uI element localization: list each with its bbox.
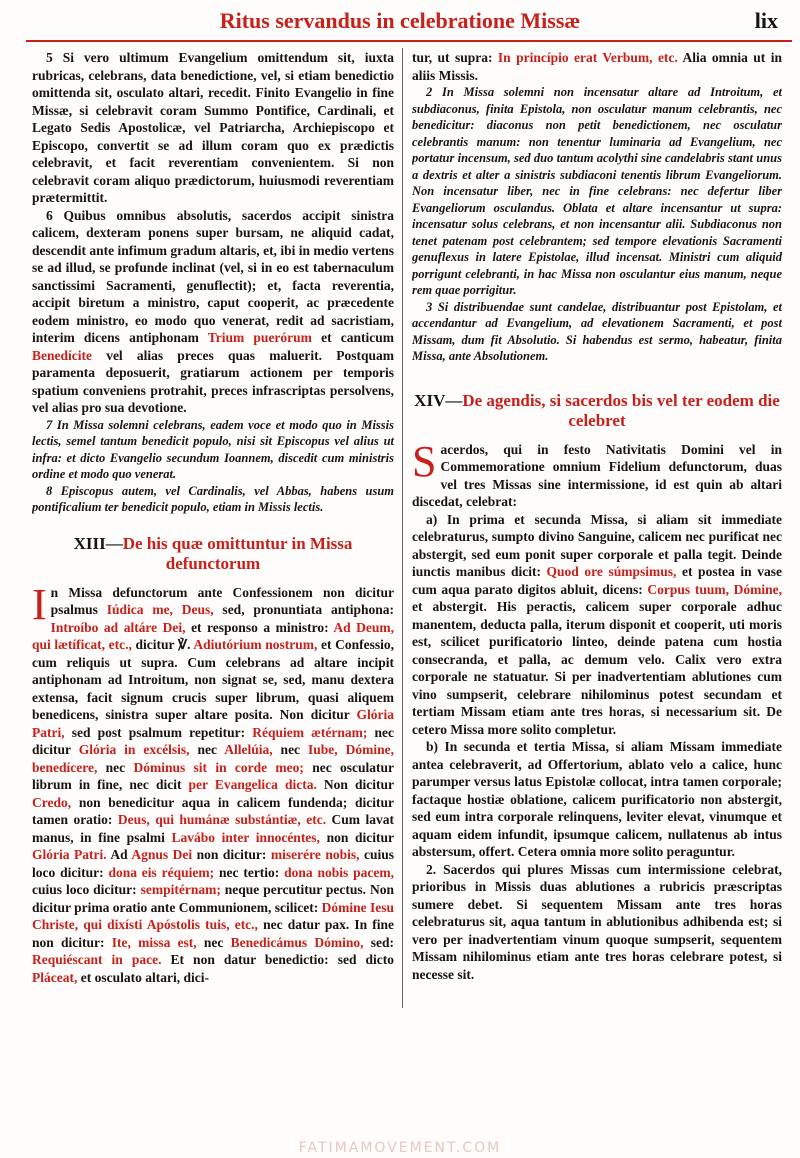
drop-cap: I <box>32 579 47 629</box>
section-heading-xiv <box>412 391 782 431</box>
paragraph-a: a) In prima et secunda Missa, si aliam sit immediate celebraturus, sumpto divino Sanguine, calicem nec purificat nec abstergit, sed eum ponit super corporale et palla tegit. Deinde iunctis manibus dicit: Quod ore súmpsimus, et postea in vase cum aqua parato digitos abluit, dicens: Corpus tuum, Dómine, et abstergit. His peractis, calicem super corporale adhuc manentem, deducta palla, iterum disponit et cooperit, uti moris est, scilicet purificatorio linteo, deinde patena cum hostia consecranda, et palla, ac demum velo. Calix vero extra corporale ne statuatur. Si per inadvertentiam ablutiones cum vino sumpserit, celebrare nihilominus potest secundam et tertiam Missam etiam ante tres horas, si necessarium sit. De cetero Missa more solito completur. <box>412 511 782 737</box>
paragraph-5: 5 Si vero ultimum Evangelium omittendum sit, iuxta rubricas, celebrans, data benedictione, vel, si etiam benedictio omittenda sit, osculato altari, recedit. Finito Evangelio in fine Missæ, si celebravit coram Summo Pontifice, Cardinali, et Legato Sedis Apostolicæ, vel Patriarcha, Archiepiscopo et Episcopo, convertit se ad illum coram quo ex prædictis celebravit, et facit reverentiam convenientem. Si non celebravit coram aliquo prædictorum, huiusmodi reverentiam prætermittit. <box>32 50 394 205</box>
note-7: 7 In Missa solemni celebrans, eadem voce et modo quo in Missis lectis, semel tantum benedicit populo, nisi sit Episcopus vel alius ut infra: et dicto Evangelio secundum Ioannem, discedit cum ministris ordine et modo quo venerat. <box>32 417 394 481</box>
paragraph-sacerdos: Sacerdos, qui in festo Nativitatis Domini vel in Commemoratione omnium Fidelium defunctorum, duas vel tres Missas sine intermissione, id est quin ab altari discedat, celebrat: <box>412 436 782 509</box>
running-title: Ritus servandus in celebratione Missæ <box>219 8 581 33</box>
left-column <box>32 49 394 1089</box>
paragraph-b: b) In secunda et tertia Missa, si aliam Missam immediate antea celebraverit, ad Offertorium, ablato velo a calice, hunc parumper versus latus Epistolæ collocat, intra tamen corporale; factaque hostiæ oblatione, calicem purificatorio non abstergit, sed eum intra corporale relinquens, leviter elevat, vinumque et aquam eidem infundit, ipsumque calicem, nullatenus ab intus abstersum, offert. Cetera omnia more solito peraguntur. <box>412 739 782 859</box>
watermark: FATIMAMOVEMENT.COM <box>298 1140 502 1156</box>
section-number: XIV— <box>414 390 463 410</box>
section-heading-xiii <box>32 534 394 574</box>
section-title: De agendis, si sacerdos bis vel ter eodem die celebret <box>462 390 780 430</box>
note-8: 8 Episcopus autem, vel Cardinalis, vel Abbas, habens usum pontificalium ter benedicit populo, etiam in Missis lectis. <box>32 483 394 514</box>
section-title: De his quæ omittuntur in Missa defunctorum <box>122 533 353 573</box>
drop-cap: S <box>412 436 437 486</box>
column-divider <box>402 48 403 1008</box>
paragraph-defunctorum: In Missa defunctorum ante Confessionem non dicitur psalmus Iúdica me, Deus, sed, pronuntiata antiphona: Introíbo ad altáre Dei, et responso a ministro: Ad Deum, qui lætíficat, etc., dicitur ℣. Adiutórium nostrum, et Confessio, cum reliquis ut supra. Cum celebrans ad altare incipit antiphonam ad Introitum, non signat se, sed, manu dextera extensa, facit signum crucis super librum, quasi aliquem benedicens, sinistra super altare posita. Non dicitur Glória Patri, sed post psalmum repetitur: Réquiem ætérnam; nec dicitur Glória in excélsis, nec Allelúia, nec Iube, Dómine, benedícere, nec Dóminus sit in corde meo; nec osculatur librum in fine, nec dicit per Evangelica dicta. Non dicitur Credo, non benedicitur aqua in calicem fundenda; dicitur tamen oratio: Deus, qui humánæ substántiæ, etc. Cum lavat manus, in fine psalmi Lavábo inter innocéntes, non dicitur Glória Patri. Ad Agnus Dei non dicitur: miserére nobis, cuius loco dicitur: dona eis réquiem; nec tertio: dona nobis pacem, cuius loco dicitur: sempitérnam; neque percutitur pectus. Non dicitur prima oratio ante Communionem, scilicet: Dómine Iesu Christe, qui dixísti Apóstolis tuis, etc., nec datur pax. In fine non dicitur: Ite, missa est, nec Benedicámus Dómino, sed: Requiéscant in pace. Et non datur benedictio: sed dicto Pláceat, et osculato altari, dici- <box>32 579 394 985</box>
page-number: lix <box>754 8 778 33</box>
paragraph-continuation: tur, ut supra: In princípio erat Verbum, etc. Alia omnia ut in aliis Missis. <box>412 50 782 83</box>
note-2: 2 In Missa solemni non incensatur altare ad Introitum, et subdiaconus, finita Epistola, non osculatur manum celebrantis, nec benedicitur: diaconus non petit benedictionem, nec osculatur celebrantis manum: non tenentur luminaria ad Evangelium, nec portatur incensum, sed duo tantum acolythi sine candelabris stant unus a dextris et alter a sinistris subdiaconi tenentis librum Evangeliorum. Non incensatur liber, nec in fine celebrans: nec defertur liber Evangeliorum osculandus. Oblata et altare incensantur ut supra: incensatur solus celebrans, et non incensantur alii. Subdiaconus non tenet patenam post celebrantem; sed tempore elevationis Sacramenti genuflexus in latere Epistolae, illud incensat. Ministri cum aliquid porrigunt celebranti, in hac Missa non osculantur eius manum, neque rem quae porrigitur. <box>412 85 782 297</box>
paragraph-6: 6 Quibus omnibus absolutis, sacerdos accipit sinistra calicem, dexteram ponens super bursam, ne aliquid cadat, descendit ante infimum gradum altaris, et, ibi in medio vertens se ad illud, se profunde inclinat (vel, si in eo est tabernaculum sanctissimi Sacramenti, genuflectit); et, facta reverentia, accipit biretum a ministro, caput cooperit, ac præcedente eodem ministro, eo modo quo venerat, redit ad sacristiam, interim dicens antiphonam Trium puerórum et canticum Benedícite vel alias preces quas maluerit. Postquam paramenta deposuerit, gratiarum actionem per temporis spatium conveniens protrahit, preces infrascriptas persolvens, vel alias pro sua devotione. <box>32 207 394 415</box>
section-number: XIII— <box>73 533 123 553</box>
paragraph-2: 2. Sacerdos qui plures Missas cum intermissione celebrat, prioribus in Missis duas ablutiones a rubricis præscriptas sumere debet. Si sequentem Missam ante tres horas celebraturus sit, aqua tantum in ablutionibus adhibenda est; si vero per inadvertentiam vinum quoque sumpserit, sequentem Missam nihilominus etiam ante tres horas celebrare potest, si necesse sit. <box>412 861 782 982</box>
header-rule <box>26 40 792 42</box>
right-column <box>412 49 782 1089</box>
note-3: 3 Si distribuendae sunt candelae, distribuantur post Epistolam, et accendantur ad Evangelium, ad elevationem Sacramenti, et post Missam, dum fit Absolutio. Si habendus est sermo, habeatur, finita Missa, ante Absolutionem. <box>412 299 782 363</box>
page-header <box>0 0 800 42</box>
